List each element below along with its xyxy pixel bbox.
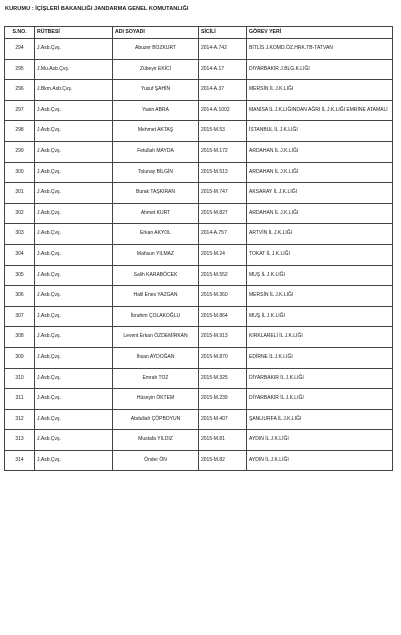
cell-registry: 2015-M.827 (199, 203, 247, 224)
cell-duty: AKSARAY İL J.K.LIĞI (247, 183, 393, 204)
cell-registry: 2015-M.913 (199, 327, 247, 348)
cell-registry: 2014-A.1002 (199, 100, 247, 121)
cell-rank: J.Asb.Çvş. (35, 100, 113, 121)
cell-registry: 2015-M.81 (199, 430, 247, 451)
table-row (5, 183, 393, 204)
cell-name: İbrahim ÇOLAKOĞLU (113, 306, 199, 327)
page-title: KURUMU : İÇİŞLERİ BAKANLIĞI JANDARMA GENEL KOMUTANLIĞI (5, 6, 189, 12)
cell-name: Salih KARABÖCEK (113, 265, 199, 286)
cell-name: Burak TAŞKIRAN (113, 183, 199, 204)
table-row (5, 409, 393, 430)
table-row (5, 327, 393, 348)
cell-sno: 303 (5, 224, 35, 245)
cell-rank: J.Asb.Çvş. (35, 347, 113, 368)
table-row (5, 389, 393, 410)
cell-sno: 313 (5, 430, 35, 451)
cell-rank: J.Asb.Çvş. (35, 121, 113, 142)
table-row (5, 450, 393, 471)
table-row (5, 368, 393, 389)
cell-rank: J.Asb.Çvş. (35, 265, 113, 286)
cell-duty: TOKAT İL J.K.LIĞI (247, 244, 393, 265)
cell-name: Mustafa YILDIZ (113, 430, 199, 451)
cell-sno: 298 (5, 121, 35, 142)
cell-rank: J.Asb.Çvş. (35, 306, 113, 327)
cell-rank: J.Asb.Çvş. (35, 286, 113, 307)
table-row (5, 141, 393, 162)
cell-name: Abuzer BOZKURT (113, 39, 199, 60)
cell-registry: 2015-M.172 (199, 141, 247, 162)
cell-sno: 307 (5, 306, 35, 327)
cell-rank: J.Asb.Çvş. (35, 389, 113, 410)
cell-duty: ARDAHAN İL J.K.LIĞI (247, 162, 393, 183)
column-header-name: ADI SOYADI (113, 27, 199, 39)
cell-sno: 312 (5, 409, 35, 430)
cell-name: Zübeyir EKİCİ (113, 59, 199, 80)
cell-duty: KIRKLARELİ İL J.K.LIĞI (247, 327, 393, 348)
cell-duty: ŞANLIURFA İL J.K.LIĞI (247, 409, 393, 430)
cell-registry: 2015-M.239 (199, 389, 247, 410)
table-row (5, 121, 393, 142)
table-row (5, 39, 393, 60)
cell-sno: 302 (5, 203, 35, 224)
table-row (5, 306, 393, 327)
column-header-rank: RÜTBESİ (35, 27, 113, 39)
cell-registry: 2015-M.53 (199, 121, 247, 142)
cell-registry: 2015-M.24 (199, 244, 247, 265)
cell-sno: 306 (5, 286, 35, 307)
cell-duty: AYDIN İL J.K.LIĞI (247, 430, 393, 451)
cell-rank: J.Mu.Asb.Çvş. (35, 59, 113, 80)
cell-name: Ahmet KURT (113, 203, 199, 224)
table-row (5, 59, 393, 80)
cell-duty: DİYARBAKIR J.BLG.K.LIĞI (247, 59, 393, 80)
column-header-registry: SİCİLİ (199, 27, 247, 39)
cell-registry: 2014-A.17 (199, 59, 247, 80)
table-row (5, 80, 393, 101)
cell-name: Erkan AKYOL (113, 224, 199, 245)
cell-registry: 2015-M.82 (199, 450, 247, 471)
cell-duty: MANİSA İL J.K.LIĞINDAN AĞRI İL J.K.LIĞI EMRİNE ATAMALI (247, 100, 393, 121)
cell-duty: MUŞ İL J.K.LIĞI (247, 265, 393, 286)
cell-duty: İSTANBUL İL J.K.LIĞI (247, 121, 393, 142)
cell-duty: MUŞ İL J.K.LIĞI (247, 306, 393, 327)
cell-rank: J.Asb.Çvş. (35, 141, 113, 162)
table-row (5, 100, 393, 121)
cell-duty: DİYARBAKIR İL J.K.LIĞI (247, 368, 393, 389)
cell-sno: 314 (5, 450, 35, 471)
cell-registry: 2015-M.864 (199, 306, 247, 327)
table-row (5, 286, 393, 307)
cell-name: Fetullah MAYDA (113, 141, 199, 162)
cell-rank: J.Asb.Çvş. (35, 327, 113, 348)
table-row (5, 244, 393, 265)
cell-duty: EDİRNE İL J.K.LIĞI (247, 347, 393, 368)
cell-name: Emrah TOZ (113, 368, 199, 389)
cell-duty: MERSİN İL J.K.LIĞI (247, 286, 393, 307)
table-row (5, 430, 393, 451)
cell-sno: 297 (5, 100, 35, 121)
cell-name: Halil Enes YAZGAN (113, 286, 199, 307)
cell-name: Levent Erkan ÖZDEMİRKAN (113, 327, 199, 348)
table-row (5, 265, 393, 286)
cell-rank: J.Asb.Çvş. (35, 183, 113, 204)
cell-name: Yusuf ŞAHİN (113, 80, 199, 101)
cell-name: Önder ÖN (113, 450, 199, 471)
cell-rank: J.Asb.Çvş. (35, 409, 113, 430)
cell-duty: BİTLİS J.KOMD.ÖZ.HRK.TB-TATVAN (247, 39, 393, 60)
cell-sno: 300 (5, 162, 35, 183)
table-row (5, 203, 393, 224)
cell-duty: ARDAHAN İL J.K.LIĞI (247, 203, 393, 224)
cell-sno: 295 (5, 59, 35, 80)
cell-rank: J.Asb.Çvş. (35, 39, 113, 60)
cell-name: Yasin ABRA (113, 100, 199, 121)
cell-rank: J.Asb.Çvş. (35, 162, 113, 183)
cell-rank: J.Asb.Çvş. (35, 244, 113, 265)
personnel-table (4, 26, 393, 471)
cell-duty: AYDIN İL J.K.LIĞI (247, 450, 393, 471)
column-header-sno: S.NO. (5, 27, 35, 39)
cell-registry: 2015-M.513 (199, 162, 247, 183)
column-header-duty: GÖREV YERİ (247, 27, 393, 39)
cell-registry: 2015-M.870 (199, 347, 247, 368)
cell-sno: 305 (5, 265, 35, 286)
cell-sno: 301 (5, 183, 35, 204)
cell-duty: DİYARBAKIR İL J.K.LIĞI (247, 389, 393, 410)
cell-registry: 2015-M.747 (199, 183, 247, 204)
cell-registry: 2014-A.37 (199, 80, 247, 101)
cell-sno: 299 (5, 141, 35, 162)
cell-name: Mahsun YILMAZ (113, 244, 199, 265)
cell-rank: J.Asb.Çvş. (35, 430, 113, 451)
table-header-row (5, 27, 393, 39)
table-body (5, 39, 393, 471)
cell-rank: J.Asb.Çvş. (35, 450, 113, 471)
cell-name: Hüseyin ÖKTEM (113, 389, 199, 410)
cell-sno: 308 (5, 327, 35, 348)
cell-rank: J.Bkm.Asb.Çvş. (35, 80, 113, 101)
cell-sno: 304 (5, 244, 35, 265)
cell-sno: 310 (5, 368, 35, 389)
cell-registry: 2014-A.742 (199, 39, 247, 60)
cell-registry: 2015-M.325 (199, 368, 247, 389)
cell-registry: 2015-M.360 (199, 286, 247, 307)
cell-sno: 296 (5, 80, 35, 101)
cell-duty: ARDAHAN İL J.K.LIĞI (247, 141, 393, 162)
cell-rank: J.Asb.Çvş. (35, 203, 113, 224)
table-row (5, 347, 393, 368)
cell-sno: 294 (5, 39, 35, 60)
cell-sno: 311 (5, 389, 35, 410)
table-row (5, 162, 393, 183)
cell-rank: J.Asb.Çvş. (35, 224, 113, 245)
cell-registry: 2015-M.552 (199, 265, 247, 286)
cell-rank: J.Asb.Çvş. (35, 368, 113, 389)
cell-duty: MERSİN İL J.K.LIĞI (247, 80, 393, 101)
cell-sno: 309 (5, 347, 35, 368)
cell-registry: 2015-M.407 (199, 409, 247, 430)
cell-name: Abdullah ÇÖPBOYUN (113, 409, 199, 430)
cell-name: Tolunay BİLGİN (113, 162, 199, 183)
cell-registry: 2014-A.757 (199, 224, 247, 245)
cell-name: Mehmet AKTAŞ (113, 121, 199, 142)
table-row (5, 224, 393, 245)
cell-duty: ARTVİN İL J.K.LIĞI (247, 224, 393, 245)
cell-name: İhsan AYDOĞAN (113, 347, 199, 368)
